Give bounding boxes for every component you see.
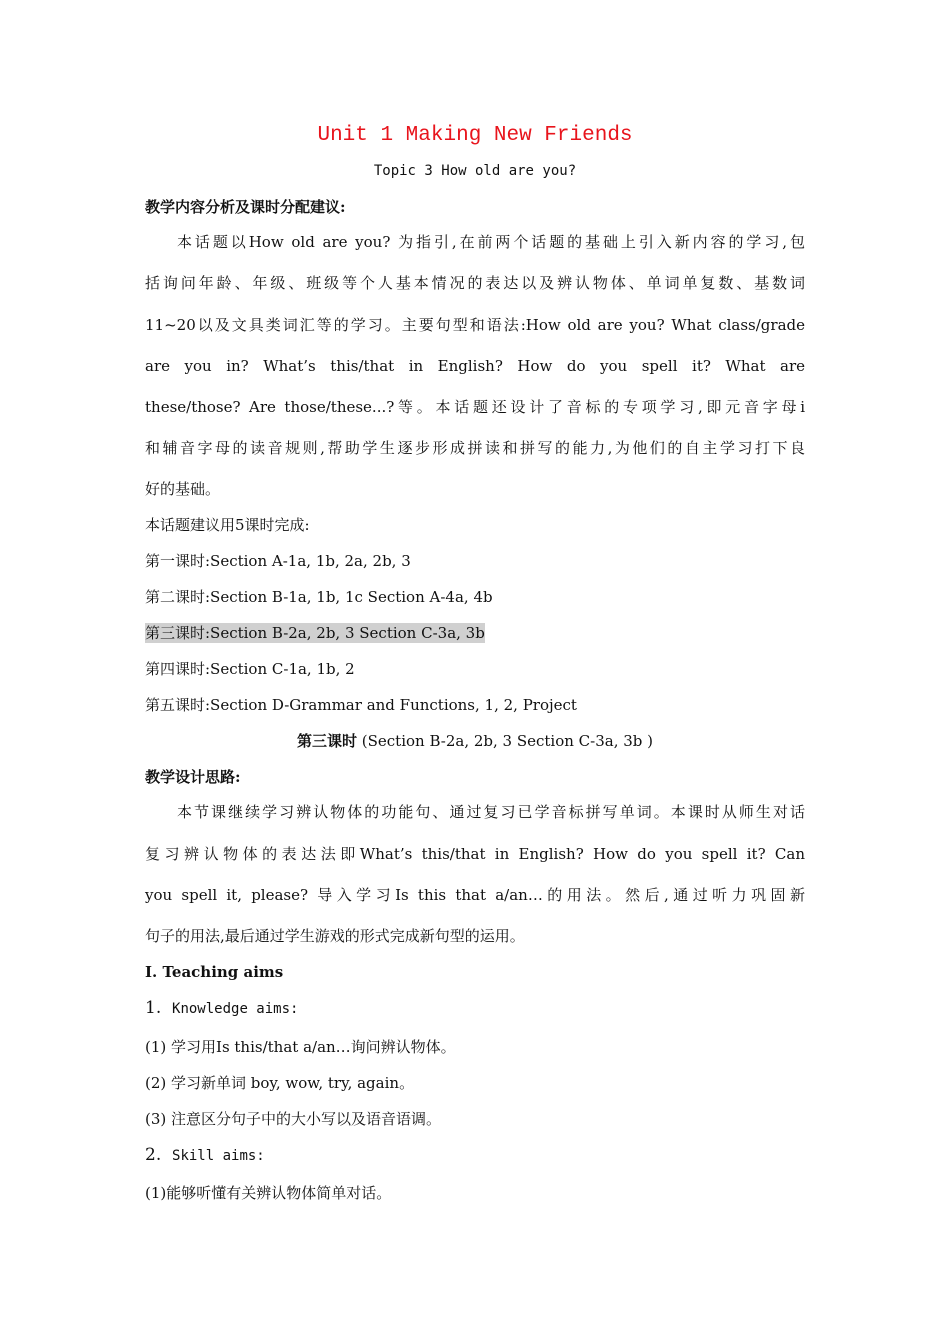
intro-line-2: 括询问年龄、年级、班级等个人基本情况的表达以及辨认物体、单词单复数、基数词 xyxy=(145,274,805,292)
intro-line-4: are you in? What’s this/that in English? How do you spell it? What are xyxy=(145,357,805,375)
design-line-2: 复习辨认物体的表达法即What’s this/that in English? How do you spell it? Can xyxy=(145,845,805,863)
intro-line-7: 好的基础。 xyxy=(145,480,221,498)
design-line-3: you spell it, please? 导入学习Is this that a/an…的用法。然后,通过听力巩固新 xyxy=(145,886,805,904)
skill-aims-number: 2. xyxy=(145,1145,162,1165)
lesson-item-5: 第五课时:Section D-Grammar and Functions, 1, 2, Project xyxy=(145,696,577,714)
design-line-1: 本节课继续学习辨认物体的功能句、通过复习已学音标拼写单词。本课时从师生对话 xyxy=(177,803,805,821)
intro-line-3: 11~20以及文具类词汇等的学习。主要句型和语法:How old are you? What class/grade xyxy=(145,316,805,334)
knowledge-aims-heading xyxy=(145,998,298,1019)
knowledge-aims-label: Knowledge aims: xyxy=(172,1001,299,1017)
teaching-aims-heading: Ⅰ. Teaching aims xyxy=(145,963,284,981)
section-heading-analysis: 教学内容分析及课时分配建议: xyxy=(145,198,346,216)
document-title: Unit 1 Making New Friends xyxy=(317,124,633,147)
design-line-4: 句子的用法,最后通过学生游戏的形式完成新句型的运用。 xyxy=(145,927,525,945)
knowledge-aims-number: 1. xyxy=(145,998,162,1018)
lesson-item-4: 第四课时:Section C-1a, 1b, 2 xyxy=(145,660,355,678)
lesson3-heading-label: 第三课时 xyxy=(296,732,357,750)
knowledge-item-1: (1) 学习用Is this/that a/an…询问辨认物体。 xyxy=(145,1038,456,1056)
document-subtitle: Topic 3 How old are you? xyxy=(373,163,577,179)
lesson-item-2: 第二课时:Section B-1a, 1b, 1c Section A-4a, 4b xyxy=(145,588,493,606)
design-heading: 教学设计思路: xyxy=(145,768,241,786)
lesson3-heading xyxy=(145,731,805,751)
plan-intro: 本话题建议用5课时完成: xyxy=(145,516,310,534)
intro-line-6: 和辅音字母的读音规则,帮助学生逐步形成拼读和拼写的能力,为他们的自主学习打下良 xyxy=(145,439,805,457)
skill-item-1: (1)能够听懂有关辨认物体简单对话。 xyxy=(145,1184,392,1202)
skill-aims-label: Skill aims: xyxy=(172,1148,265,1164)
intro-line-5: these/those? Are those/these...?等。本话题还设计了音标的专项学习,即元音字母i xyxy=(145,398,805,416)
knowledge-item-3: (3) 注意区分句子中的大小写以及语音语调。 xyxy=(145,1110,442,1128)
skill-aims-heading xyxy=(145,1145,265,1166)
intro-line-1: 本话题以How old are you? 为指引,在前两个话题的基础上引入新内容的学习,包 xyxy=(177,233,805,251)
knowledge-item-2: (2) 学习新单词 boy, wow, try, again。 xyxy=(145,1074,415,1092)
lesson-item-3-highlighted: 第三课时:Section B-2a, 2b, 3 Section C-3a, 3b xyxy=(145,624,485,642)
lesson3-heading-sections: (Section B-2a, 2b, 3 Section C-3a, 3b ) xyxy=(357,732,654,750)
lesson-item-1: 第一课时:Section A-1a, 1b, 2a, 2b, 3 xyxy=(145,552,411,570)
